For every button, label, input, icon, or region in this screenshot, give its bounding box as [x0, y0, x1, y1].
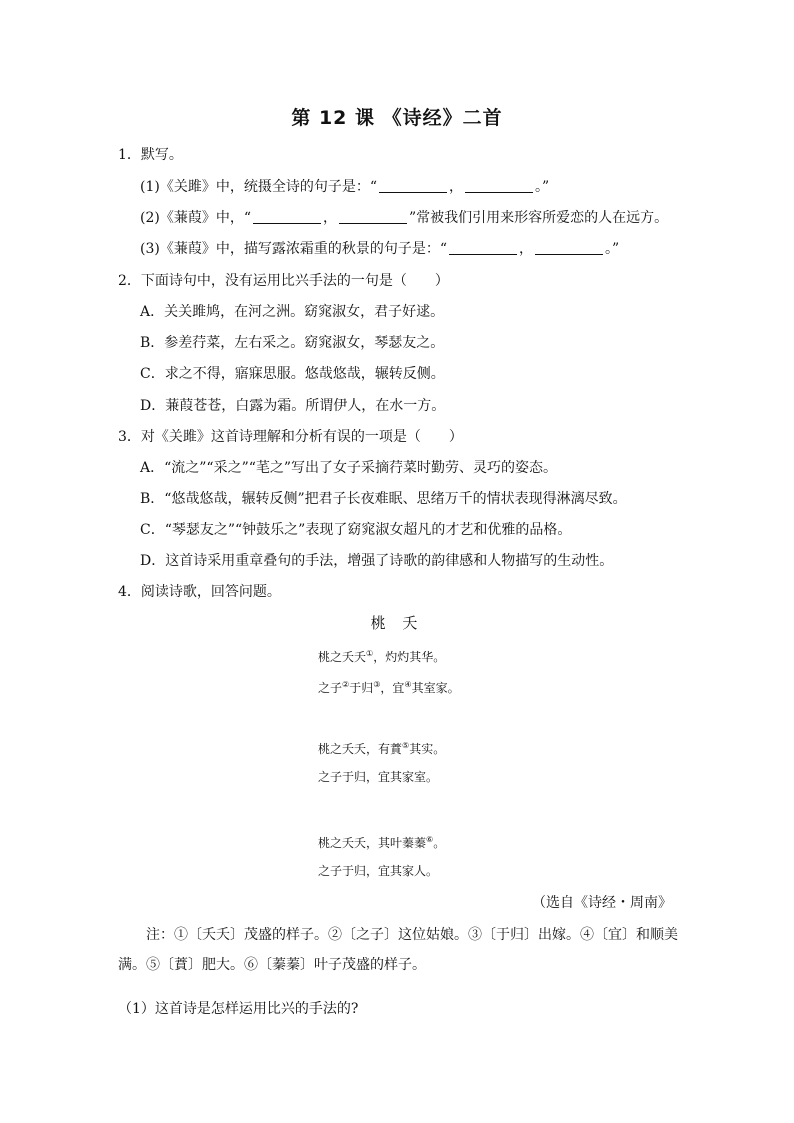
footnote-marker: ④	[404, 680, 412, 689]
poem-text: 桃之夭夭	[318, 650, 367, 664]
q3-option-d[interactable]: D．这首诗采用重章叠句的手法，增强了诗歌的韵律感和人物描写的生动性。	[140, 553, 614, 569]
footnote-marker: ⑤	[402, 741, 410, 750]
poem-title: 桃 夭	[370, 614, 424, 632]
q1-s1-prefix: (1)《关雎》中，统摄全诗的句子是：“	[140, 179, 377, 195]
fill-blank[interactable]	[465, 178, 533, 193]
fill-blank[interactable]	[379, 178, 447, 193]
q1-s3-prefix: (3)《蒹葭》中，描写露浓霜重的秋景的句子是：“	[140, 241, 447, 257]
q1-s3-suffix: 。”	[605, 241, 620, 257]
poem-text: 桃之夭夭，其叶蓁蓁	[318, 836, 427, 850]
fill-blank[interactable]	[253, 209, 321, 224]
poem-text: ，宜	[380, 681, 405, 695]
q1-s3-sep: ，	[519, 241, 533, 257]
poem-text: 其室家。	[411, 681, 460, 695]
q1-s1-suffix: 。”	[535, 179, 550, 195]
poem-line-4: 之子于归，宜其家室。	[318, 770, 439, 784]
question-1-stem: 1．默写。	[118, 147, 183, 163]
q2-option-c[interactable]: C．求之不得，寤寐思服。悠哉悠哉，辗转反侧。	[140, 366, 445, 382]
poem-text: 之子	[318, 681, 343, 695]
fill-blank[interactable]	[339, 209, 407, 224]
question-4-stem: 4．阅读诗歌，回答问题。	[118, 584, 281, 600]
q1-s2-sep: ，	[323, 210, 337, 226]
poem-text: 桃之夭夭，有蕡	[318, 742, 403, 756]
q1-s1-sep: ，	[449, 179, 463, 195]
poem-line-3	[318, 737, 445, 758]
question-4-sub-1: （1）这首诗是怎样运用比兴的手法的?	[118, 1001, 359, 1017]
fill-blank[interactable]	[449, 240, 517, 255]
question-1-item-3	[140, 239, 619, 259]
q1-s2-prefix: (2)《蒹葭》中，“	[140, 210, 251, 226]
poem-text: ，灼灼其华。	[373, 650, 446, 664]
lesson-title: 第 12 课 《诗经》二首	[291, 107, 503, 129]
footnote-marker: ②	[342, 680, 350, 689]
question-2-stem: 2．下面诗句中，没有运用比兴手法的一句是（ ）	[118, 273, 449, 289]
poem-text: 于归	[349, 681, 374, 695]
poem-line-1	[318, 645, 445, 666]
q3-option-a[interactable]: A．“流之”“采之”“芼之”写出了女子采摘荇菜时勤劳、灵巧的姿态。	[140, 460, 558, 476]
poem-text: 其实。	[409, 742, 446, 756]
poem-text: 。	[433, 836, 446, 850]
footnote-marker: ③	[373, 680, 381, 689]
poem-source: （选自《诗经・周南》	[532, 895, 672, 911]
fill-blank[interactable]	[535, 240, 603, 255]
q3-option-c[interactable]: C．“琴瑟友之”“钟鼓乐之”表现了窈窕淑女超凡的才艺和优雅的品格。	[140, 522, 572, 538]
poem-line-6: 之子于归，宜其家人。	[318, 864, 439, 878]
question-3-stem: 3．对《关雎》这首诗理解和分析有误的一项是（ ）	[118, 429, 463, 445]
q2-option-d[interactable]: D．蒹葭苍苍，白露为霜。所谓伊人，在水一方。	[140, 398, 446, 414]
question-1-item-2	[140, 208, 668, 228]
q2-option-b[interactable]: B．参差荇菜，左右采之。窈窕淑女，琴瑟友之。	[140, 335, 445, 351]
footnote-marker: ⑥	[426, 835, 434, 844]
q2-option-a[interactable]: A．关关雎鸠，在河之洲。窈窕淑女，君子好逑。	[140, 304, 445, 320]
q1-s2-suffix: ”常被我们引用来形容所爱恋的人在远方。	[409, 210, 669, 226]
q3-option-b[interactable]: B．“悠哉悠哉，辗转反侧”把君子长夜难眠、思绪万千的情状表现得淋漓尽致。	[140, 491, 627, 507]
question-1-item-1	[140, 177, 549, 197]
poem-line-5	[318, 831, 445, 852]
footnote-marker: ①	[366, 649, 374, 658]
poem-line-2	[318, 676, 460, 697]
footnotes: 注：①〔夭夭〕茂盛的样子。②〔之子〕这位姑娘。③〔于归〕出嫁。④〔宜〕和顺美满。⑤〔蕡〕肥大。⑥〔蓁蓁〕叶子茂盛的样子。	[118, 927, 678, 973]
